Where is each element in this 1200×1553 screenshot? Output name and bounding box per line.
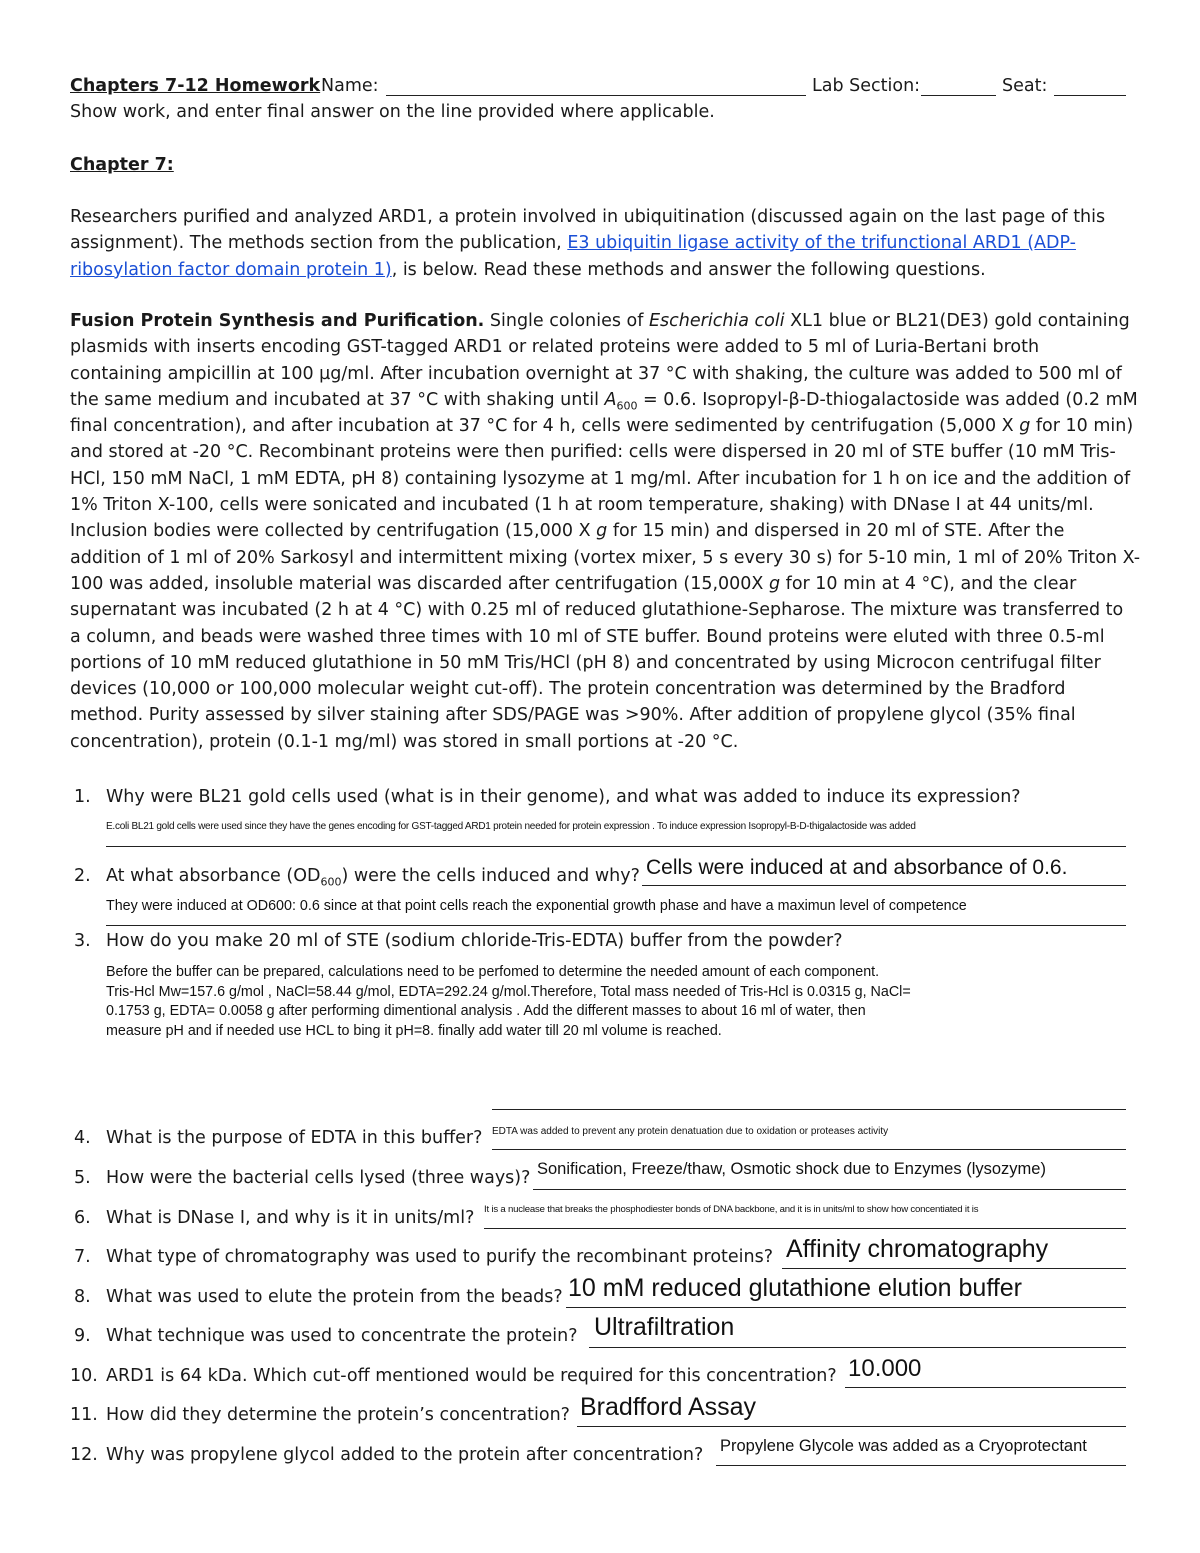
question-number: 8. — [74, 1287, 91, 1307]
answer-line — [716, 1465, 1126, 1466]
methods-text: 100 was added, insoluble material was discarded after centrifugation (15,000X — [70, 573, 769, 594]
question-1-text: Why were BL21 gold cells used (what is in their genome), and what was added to induce its expression? — [106, 787, 1021, 807]
answer-line — [845, 1387, 1126, 1388]
question-8-text: What was used to elute the protein from the beads? — [106, 1287, 563, 1307]
seat-label: Seat: — [1002, 76, 1048, 96]
absorbance-symbol: A — [604, 389, 617, 410]
answer-11[interactable]: Bradfford Assay — [580, 1393, 757, 1421]
answer-line — [106, 846, 1126, 847]
homework-title: Chapters 7-12 Homework — [70, 76, 321, 96]
question-3-text: How do you make 20 ml of STE (sodium chloride-Tris-EDTA) buffer from the powder? — [106, 931, 843, 951]
od-subscript: 600 — [320, 875, 342, 889]
question-number: 2. — [74, 866, 91, 886]
answer-3-line: 0.1753 g, EDTA= 0.0058 g after performing dimentional analysis . Add the different masses to about 16 ml of water, then — [106, 1003, 866, 1019]
answer-line — [566, 1307, 1126, 1308]
question-9-text: What technique was used to concentrate the protein? — [106, 1326, 578, 1346]
answer-line — [106, 925, 1126, 926]
intro-text: , is below. Read these methods and answer the following questions. — [391, 259, 986, 280]
question-10-text: ARD1 is 64 kDa. Which cut-off mentioned would be required for this concentration? — [106, 1366, 837, 1386]
question-number: 7. — [74, 1247, 91, 1267]
question-6-text: What is DNase I, and why is it in units/ml? — [106, 1208, 475, 1228]
methods-text: for 15 min) and dispersed in 20 ml of STE. After the — [607, 521, 1065, 542]
methods-line: HCl, 150 mM NaCl, 1 mM EDTA, pH 8) containing lysozyme at 1 mg/ml. After incubation for 1 h on ice and the addition of — [70, 468, 1131, 489]
methods-text: XL1 blue or BL21(DE3) gold containing — [784, 311, 1130, 331]
intro-line: Researchers purified and analyzed ARD1, a protein involved in ubiquitination (discussed again on the last page of this — [70, 207, 1106, 227]
species-name: Escherichia coli — [648, 311, 785, 331]
question-2-text — [106, 866, 640, 889]
question-number: 5. — [74, 1168, 91, 1188]
question-number: 12. — [70, 1445, 98, 1465]
question-number: 11. — [70, 1405, 98, 1425]
answer-4[interactable]: EDTA was added to prevent any protein denatuation due to oxidation or proteases activity — [492, 1126, 889, 1137]
methods-line: devices (10,000 or 100,000 molecular weight cut-off). The protein concentration was determined by the Bradford — [70, 679, 1066, 700]
question-7-text: What type of chromatography was used to purify the recombinant proteins? — [106, 1247, 774, 1267]
question-4-text: What is the purpose of EDTA in this buffer? — [106, 1128, 483, 1148]
chapter-heading: Chapter 7: — [70, 155, 174, 175]
methods-text: Inclusion bodies were collected by centrifugation (15,000 X — [70, 521, 597, 542]
methods-text: Single colonies of — [484, 311, 649, 331]
lab-section-label: Lab Section: — [812, 76, 921, 96]
answer-2-explanation[interactable]: They were induced at OD600: 0.6 since at that point cells reach the exponential growth phase and have a maximun level of competence — [106, 898, 967, 914]
question-number: 1. — [74, 787, 91, 807]
answer-7[interactable]: Affinity chromatography — [786, 1235, 1049, 1263]
methods-line — [70, 571, 1130, 597]
answer-line — [484, 1228, 1126, 1229]
answer-3-line: Tris-Hcl Mw=157.6 g/mol , NaCl=58.44 g/mol, EDTA=292.24 g/mol.Therefore, Total mass needed of Tris-Hcl is 0.0315 g, NaCl= — [106, 983, 911, 1000]
methods-line: portions of 10 mM reduced glutathione in 50 mM Tris/HCl (pH 8) and concentrated by using Microcon centrifugal filter — [70, 652, 1101, 673]
methods-heading: Fusion Protein Synthesis and Purification. — [70, 311, 485, 331]
publication-link-cont[interactable]: ribosylation factor domain protein 1) — [70, 259, 392, 280]
intro-line — [70, 257, 1130, 283]
methods-text: for 10 min) — [1030, 416, 1134, 437]
intro-text: assignment). The methods section from the publication, — [70, 233, 568, 254]
answer-line — [577, 1426, 1126, 1427]
seat-field-line[interactable] — [1054, 95, 1126, 96]
methods-text: final concentration), and after incubation at 37 °C for 4 h, cells were sedimented by centrifugation (5,000 X — [70, 416, 1020, 437]
methods-line: and stored at -20 °C. Recombinant proteins were then purified: cells were dispersed in 20 ml of STE buffer (10 mM Tris- — [70, 442, 1116, 463]
methods-paragraph — [70, 308, 1141, 755]
g-force-symbol: g — [768, 573, 781, 594]
question-number: 3. — [74, 931, 91, 951]
g-force-symbol: g — [596, 521, 608, 542]
methods-line — [70, 518, 1130, 544]
methods-text: for 10 min at 4 °C), and the clear — [780, 573, 1077, 594]
answer-line — [642, 885, 1126, 886]
methods-line: a column, and beads were washed three times with 10 ml of STE buffer. Bound proteins were eluted with three 0.5-ml — [70, 626, 1105, 647]
answer-12[interactable]: Propylene Glycole was added as a Cryoprotectant — [720, 1437, 1087, 1455]
lab-section-field-line[interactable] — [921, 95, 996, 96]
methods-line: plasmids with inserts encoding GST-tagged ARD1 or related proteins were added to 5 ml of Luria-Bertani broth — [70, 337, 1040, 358]
methods-text: = 0.6. Isopropyl-β-D-thiogalactoside was added (0.2 mM — [637, 389, 1138, 410]
question-number: 4. — [74, 1128, 91, 1148]
methods-line — [70, 308, 1130, 334]
intro-paragraph — [70, 204, 1130, 283]
question-text: At what absorbance (OD — [106, 866, 321, 886]
name-label: Name: — [321, 76, 379, 96]
methods-line: 1% Triton X-100, cells were sonicated and incubated (1 h at room temperature, shaking) with DNase I at 44 units/ml. — [70, 495, 1094, 516]
question-number: 9. — [74, 1326, 91, 1346]
methods-text: the same medium and incubated at 37 °C with shaking until — [70, 389, 605, 410]
question-5-text: How were the bacterial cells lysed (three ways)? — [106, 1168, 531, 1188]
question-12-text: Why was propylene glycol added to the protein after concentration? — [106, 1445, 704, 1465]
answer-2[interactable]: Cells were induced at and absorbance of 0.6. — [646, 856, 1068, 879]
answer-6[interactable]: It is a nuclease that breaks the phosphodiester bonds of DNA backbone, and it is in units/ml to show how concentiated it is — [484, 1204, 979, 1215]
methods-line — [70, 413, 1134, 439]
answer-9[interactable]: Ultrafiltration — [594, 1313, 735, 1341]
answer-line — [782, 1268, 1126, 1269]
answer-3-line: Before the buffer can be prepared, calculations need to be perfomed to determine the needed amount of each component. — [106, 964, 880, 980]
answer-5[interactable]: Sonification, Freeze/thaw, Osmotic shock due to Enzymes (lysozyme) — [537, 1160, 1046, 1178]
answer-line — [533, 1189, 1126, 1190]
answer-10[interactable]: 10.000 — [848, 1355, 922, 1382]
question-text: ) were the cells induced and why? — [341, 866, 640, 886]
answer-8[interactable]: 10 mM reduced glutathione elution buffer — [568, 1274, 1023, 1302]
answer-3-line: measure pH and if needed use HCL to bing it pH=8. finally add water till 20 ml volume is reached. — [106, 1022, 722, 1039]
methods-line: method. Purity assessed by silver staining after SDS/PAGE was >90%. After addition of propylene glycol (35% final — [70, 705, 1076, 726]
answer-1[interactable]: E.coli BL21 gold cells were used since they have the genes encoding for GST-tagged ARD1 protein needed for protein expression . To induce expression Isopropyl-B-D-thigalactoside was added — [106, 821, 916, 832]
methods-line: addition of 1 ml of 20% Sarkosyl and intermittent mixing (vortex mixer, 5 s every 30 s) for 5-10 min, 1 ml of 20% Triton X- — [70, 547, 1141, 568]
g-force-symbol: g — [1019, 416, 1031, 437]
instructions: Show work, and enter final answer on the line provided where applicable. — [70, 102, 715, 122]
answer-3[interactable] — [106, 963, 911, 1041]
answer-line — [492, 1109, 1126, 1110]
question-11-text: How did they determine the protein’s concentration? — [106, 1405, 570, 1425]
methods-line: concentration), protein (0.1-1 mg/ml) was stored in small portions at -20 °C. — [70, 731, 739, 752]
answer-line — [492, 1149, 1126, 1150]
publication-link[interactable]: E3 ubiquitin ligase activity of the trifunctional ARD1 (ADP- — [567, 233, 1076, 254]
intro-line — [70, 230, 1130, 256]
answer-line — [589, 1347, 1126, 1348]
methods-line: containing ampicillin at 100 µg/ml. After incubation overnight at 37 °C with shaking, the culture was added to 500 ml of — [70, 363, 1122, 384]
question-number: 6. — [74, 1208, 91, 1228]
methods-line — [70, 387, 1138, 413]
question-number: 10. — [70, 1366, 98, 1386]
name-field-line[interactable] — [386, 95, 806, 96]
methods-line: supernatant was incubated (2 h at 4 °C) with 0.25 ml of reduced glutathione-Sepharose. The mixture was transferred to — [70, 600, 1124, 621]
absorbance-subscript: 600 — [616, 399, 638, 413]
